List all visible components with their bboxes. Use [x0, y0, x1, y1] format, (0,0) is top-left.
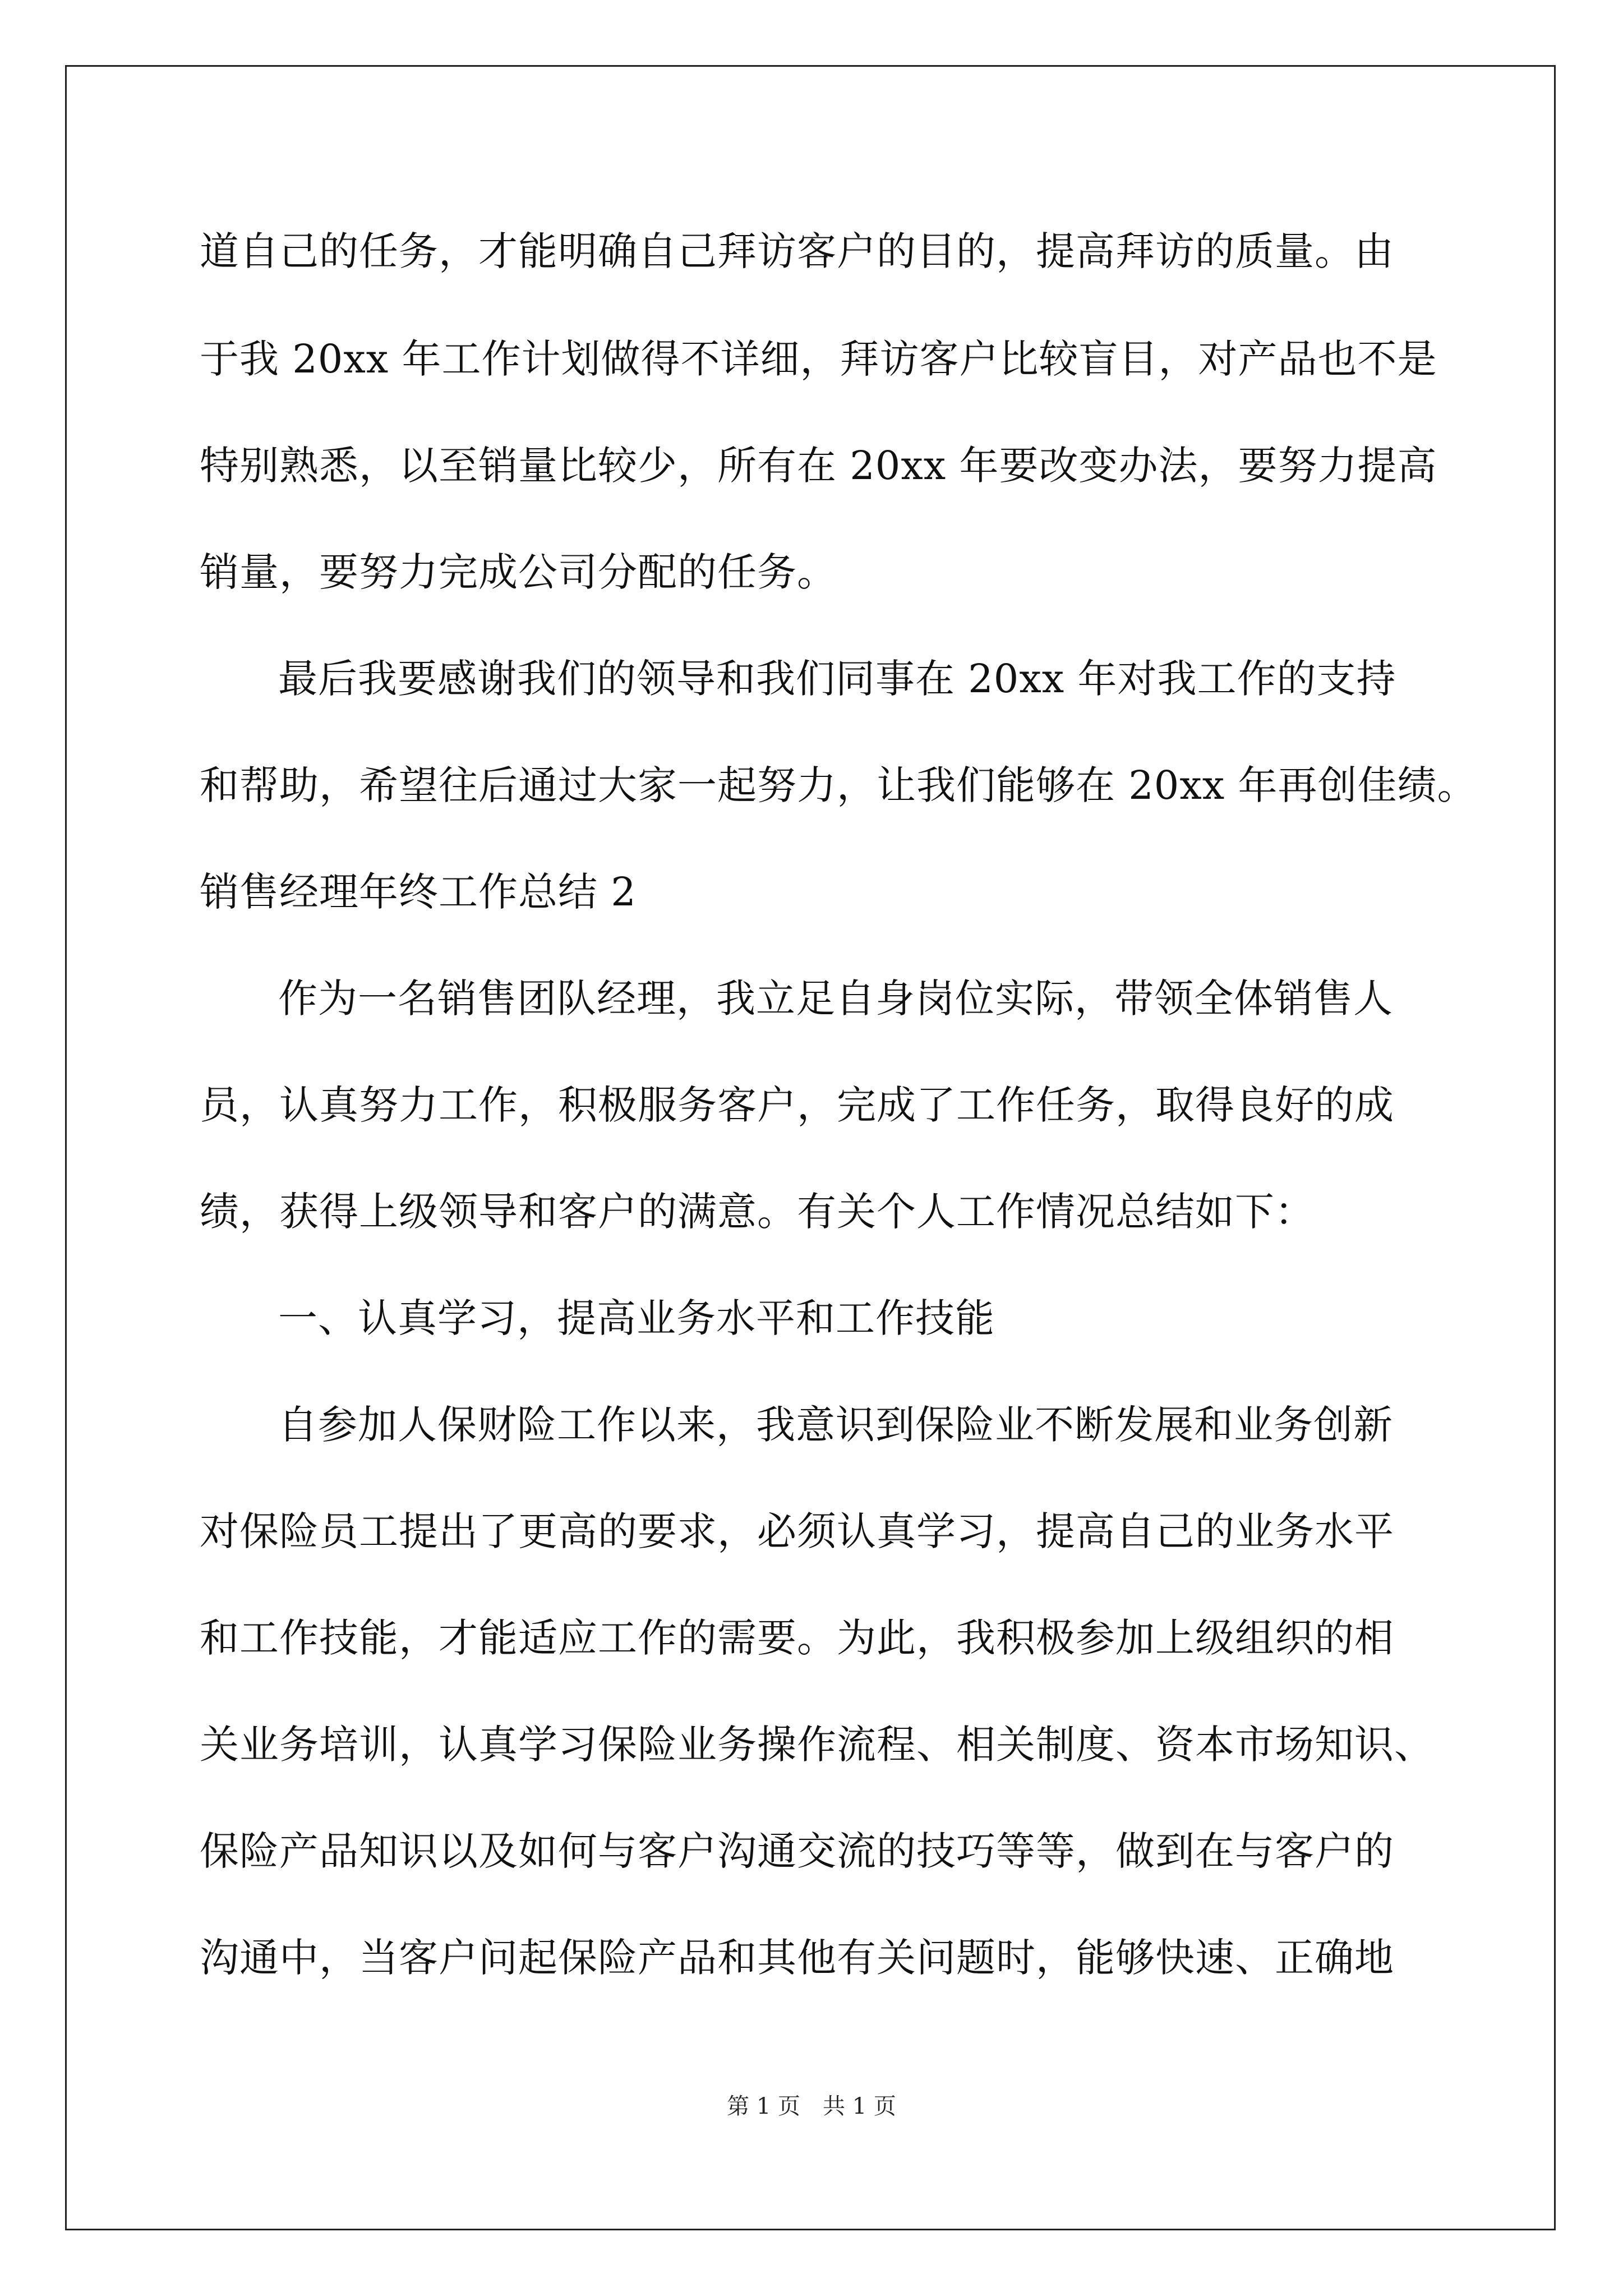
text-line-17: 沟通中，当客户问起保险产品和其他有关问题时，能够快速、正确地 — [200, 1935, 1394, 1981]
text-line-3: 特别熟悉，以至销量比较少，所有在 20xx 年要改变办法，要努力提高 — [200, 443, 1437, 489]
text-line-16: 保险产品知识以及如何与客户沟通交流的技巧等等，做到在与客户的 — [200, 1828, 1394, 1874]
subheading-1: 一、认真学习，提高业务水平和工作技能 — [278, 1295, 995, 1341]
page-footer: 第 1 页 共 1 页 — [727, 2093, 896, 2119]
text-line-5: 最后我要感谢我们的领导和我们同事在 20xx 年对我工作的支持 — [278, 656, 1396, 702]
text-line-2: 于我 20xx 年工作计划做得不详细，拜访客户比较盲目，对产品也不是 — [200, 336, 1437, 382]
text-line-1: 道自己的任务，才能明确自己拜访客户的目的，提高拜访的质量。由 — [200, 228, 1394, 274]
text-line-14: 和工作技能，才能适应工作的需要。为此，我积极参加上级组织的相 — [200, 1615, 1394, 1661]
text-line-13: 对保险员工提出了更高的要求，必须认真学习，提高自己的业务水平 — [200, 1508, 1394, 1554]
text-line-9: 员，认真努力工作，积极服务客户，完成了工作任务，取得良好的成 — [200, 1082, 1394, 1128]
text-line-4: 销量，要努力完成公司分配的任务。 — [200, 549, 837, 595]
text-line-6: 和帮助，希望往后通过大家一起努力，让我们能够在 20xx 年再创佳绩。 — [200, 762, 1477, 808]
text-line-10: 绩，获得上级领导和客户的满意。有关个人工作情况总结如下： — [200, 1189, 1315, 1235]
page-border — [65, 65, 1556, 2230]
text-line-8: 作为一名销售团队经理，我立足自身岗位实际，带领全体销售人 — [278, 976, 1393, 1022]
text-line-12: 自参加人保财险工作以来，我意识到保险业不断发展和业务创新 — [278, 1402, 1393, 1448]
text-line-15: 关业务培训，认真学习保险业务操作流程、相关制度、资本市场知识、 — [200, 1722, 1434, 1768]
section-heading: 销售经理年终工作总结 2 — [200, 869, 637, 915]
